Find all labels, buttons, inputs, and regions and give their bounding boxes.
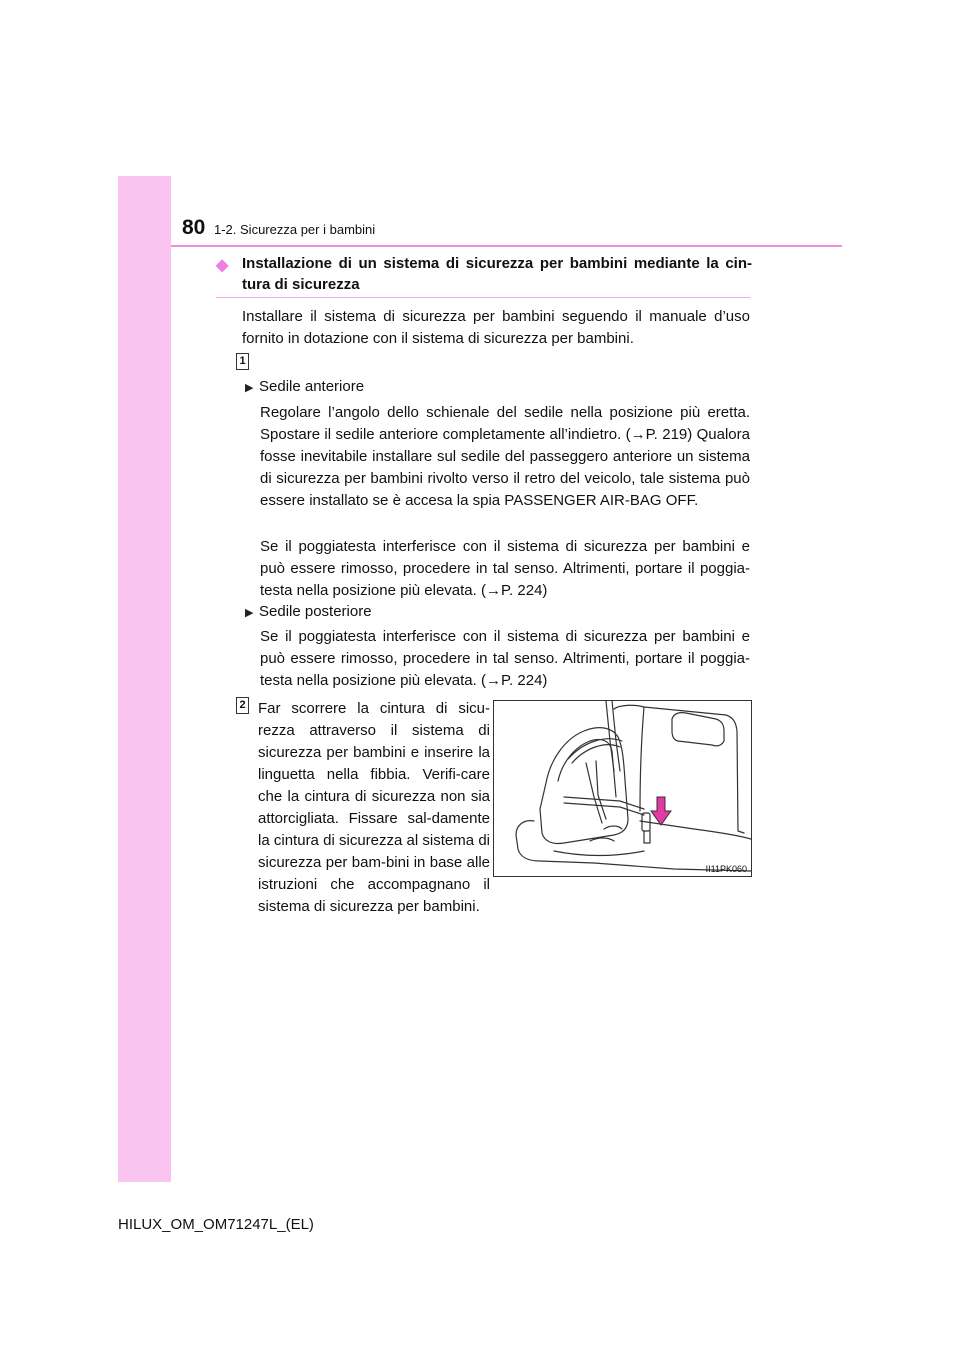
section-title: Installazione di un sistema di sicurezza per bambini mediante la cin-tura di sicurezza xyxy=(242,255,752,293)
arrow-down-icon xyxy=(651,797,671,825)
step-2-text: Far scorrere la cintura di sicu-rezza attraverso il sistema di sicurezza per bambini e inserire la linguetta nella fibbia. Verifi-care che la cintura di sicurezza non sia attorcigliata. Fissare sal-damente la cintura di sicurezza al sistema di sicurezza per bam-bini in base alle istruzioni che accompagnano il sistema di sicurezza per bambini. xyxy=(258,700,490,915)
child-seat-illustration xyxy=(493,700,752,877)
running-head: 1-2. Sicurezza per i bambini xyxy=(214,222,376,237)
rear-seat-label: Sedile posteriore xyxy=(259,603,372,620)
front-seat-bullet xyxy=(245,376,364,399)
front-seat-text-1: Regolare l’angolo dello schienale del sedile nella posizione più eretta. Spostare il sedile anteriore completamente all’indietro. (→P. 219) Qualora fosse inevitabile installare sul sedile del passeggero anteriore un sistema di sicurezza per bambini rivolto verso il retro del veicolo, tale sistema può essere installato se è accesa la spia PASSENGER AIR-BAG OFF. xyxy=(260,404,750,509)
step-1-badge: 1 xyxy=(236,353,249,370)
heading-rule xyxy=(216,297,750,298)
front-seat-label: Sedile anteriore xyxy=(259,378,365,395)
rear-seat-bullet xyxy=(245,601,372,624)
child-seat-drawing xyxy=(494,701,751,876)
triangle-right-icon: ▶ xyxy=(245,382,254,394)
figure-code: II11PK060 xyxy=(705,864,747,874)
header-rule xyxy=(171,245,842,247)
triangle-right-icon: ▶ xyxy=(245,607,254,619)
page-number: 80 xyxy=(182,216,206,239)
step-2-badge: 2 xyxy=(236,697,249,714)
rear-seat-text: Se il poggiatesta interferisce con il sistema di sicurezza per bambini e può essere rimosso, procedere in tal senso. Altrimenti, portare il poggia-testa nella posizione più elevata. (→P. 224) xyxy=(260,628,750,689)
footer-code: HILUX_OM_OM71247L_(EL) xyxy=(118,1216,314,1233)
side-tab xyxy=(118,176,171,1182)
diamond-icon: ◆ xyxy=(216,257,229,274)
section-heading xyxy=(216,253,752,295)
front-seat-text-2: Se il poggiatesta interferisce con il sistema di sicurezza per bambini e può essere rimosso, procedere in tal senso. Altrimenti, portare il poggia-testa nella posizione più elevata. (→P. 224) xyxy=(260,538,750,599)
intro-paragraph: Installare il sistema di sicurezza per bambini seguendo il manuale d’uso fornito in dotazione con il sistema di sicurezza per bambini. xyxy=(242,308,750,347)
